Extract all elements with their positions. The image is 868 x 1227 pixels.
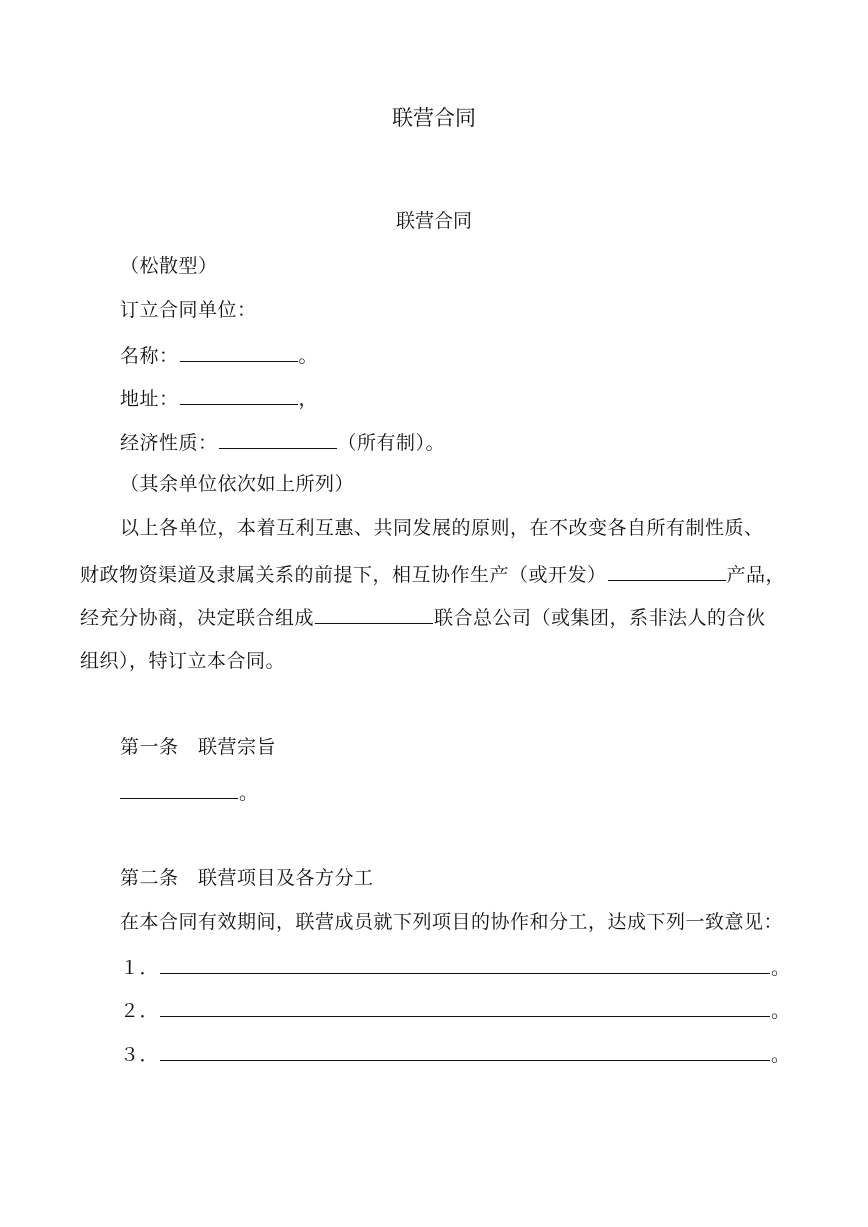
item-blank (160, 955, 770, 974)
party-name-blank (180, 343, 298, 362)
article-2-item-2 (120, 998, 791, 1023)
preamble-line-2-end: 产品， (726, 564, 786, 586)
item-end: 。 (771, 1044, 791, 1066)
party-name-end: 。 (298, 345, 319, 367)
preamble-line-2-text: 财政物资渠道及隶属关系的前提下，相互协作生产（或开发） (80, 564, 607, 586)
company-blank (315, 605, 433, 624)
article-1-blank-line (120, 780, 259, 805)
party-nature-label: 经济性质： (120, 432, 218, 454)
item-blank (160, 998, 770, 1017)
contract-subtitle: 联营合同 (395, 210, 472, 232)
contract-type-note: （松散型） (120, 255, 218, 277)
party-address-label: 地址： (120, 388, 179, 410)
party-address-end: ， (298, 388, 319, 410)
item-number: ３． (120, 1044, 160, 1066)
party-nature-line (120, 430, 445, 455)
party-name-label: 名称： (120, 345, 179, 367)
party-nature-end: （所有制）。 (337, 432, 446, 454)
item-number: １． (120, 957, 160, 979)
page-title: 联营合同 (392, 106, 476, 130)
article-1-heading: 第一条 联营宗旨 (120, 736, 277, 758)
preamble-line-1: 以上各单位，本着互利互惠、共同发展的原则，在不改变各自所有制性质、 (120, 517, 764, 539)
preamble-line-3-end: 联合总公司（或集团，系非法人的合伙 (434, 607, 766, 629)
party-name-line (120, 343, 318, 368)
article-1-blank (120, 780, 238, 799)
article-2-intro: 在本合同有效期间，联营成员就下列项目的协作和分工，达成下列一致意见： (120, 911, 784, 933)
others-note: （其余单位依次如上所列） (120, 473, 355, 495)
item-end: 。 (771, 957, 791, 979)
item-number: ２． (120, 1000, 160, 1022)
preamble-line-3-text: 经充分协商，决定联合组成 (80, 607, 315, 629)
preamble-line-2 (80, 562, 785, 587)
party-address-line (120, 386, 318, 411)
party-nature-blank (219, 430, 337, 449)
preamble-line-4: 组织），特订立本合同。 (80, 650, 286, 672)
preamble-line-3 (80, 605, 766, 630)
item-end: 。 (771, 1000, 791, 1022)
party-address-blank (180, 386, 298, 405)
item-blank (160, 1042, 770, 1061)
article-2-heading: 第二条 联营项目及各方分工 (120, 867, 374, 889)
product-blank (608, 562, 726, 581)
parties-intro: 订立合同单位： (120, 299, 257, 321)
article-2-item-3 (120, 1042, 791, 1067)
article-1-end: 。 (239, 782, 259, 804)
article-2-item-1 (120, 955, 791, 980)
